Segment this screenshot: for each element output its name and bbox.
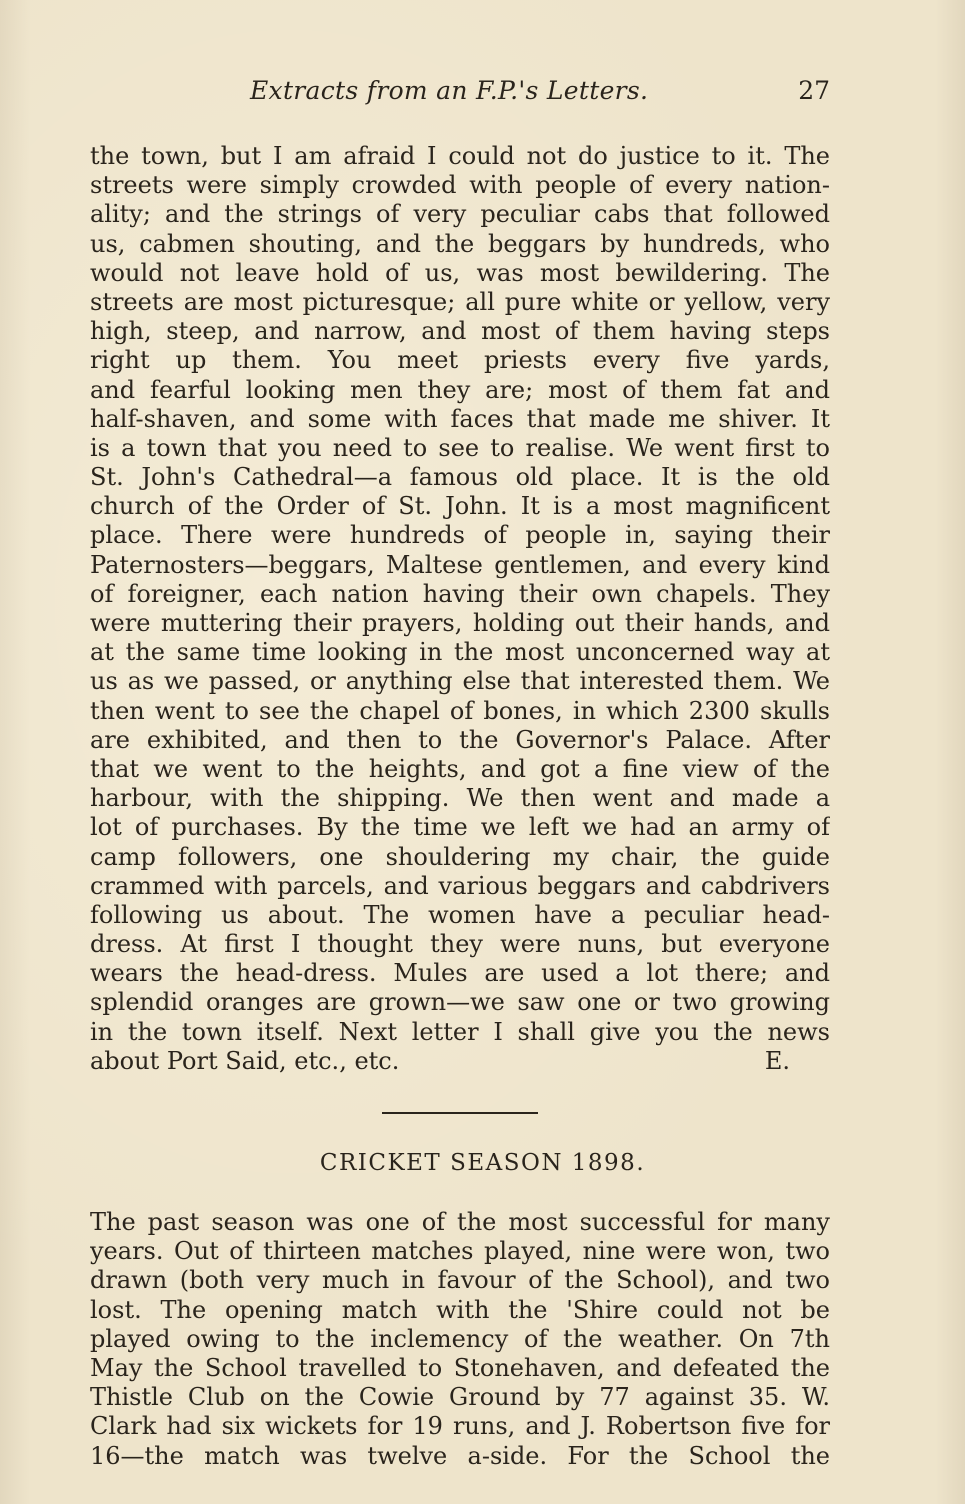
text-line: half-shaven, and some with faces that made me shiver. It bbox=[90, 404, 830, 433]
text-line: then went to see the chapel of bones, in which 2300 skulls bbox=[90, 696, 830, 725]
text-line: us as we passed, or anything else that interested them. We bbox=[90, 667, 830, 696]
text-line: harbour, with the shipping. We then went and made a bbox=[90, 784, 830, 813]
letter-signoff bbox=[90, 1047, 830, 1076]
text-line: us, cabmen shouting, and the beggars by hundreds, who bbox=[90, 229, 830, 258]
text-line: lost. The opening match with the 'Shire could not be bbox=[90, 1295, 830, 1324]
text-line: played owing to the inclemency of the weather. On 7th bbox=[90, 1324, 830, 1353]
cricket-text bbox=[90, 1208, 830, 1471]
running-head bbox=[90, 76, 830, 110]
text-line: high, steep, and narrow, and most of them having steps bbox=[90, 317, 830, 346]
text-line: right up them. You meet priests every five yards, bbox=[90, 346, 830, 375]
text-line: dress. At first I thought they were nuns, but everyone bbox=[90, 930, 830, 959]
letter-text bbox=[90, 142, 830, 1076]
text-line: in the town itself. Next letter I shall give you the news bbox=[90, 1017, 830, 1046]
text-line: camp followers, one shouldering my chair, the guide bbox=[90, 842, 830, 871]
closing-line: about Port Said, etc., etc. bbox=[90, 1046, 400, 1075]
section-divider bbox=[382, 1112, 538, 1114]
text-line: drawn (both very much in favour of the School), and two bbox=[90, 1266, 830, 1295]
text-line: church of the Order of St. John. It is a most magnificent bbox=[90, 492, 830, 521]
text-line: streets are most picturesque; all pure white or yellow, very bbox=[90, 287, 830, 316]
text-line: crammed with parcels, and various beggars and cabdrivers bbox=[90, 871, 830, 900]
text-line: The past season was one of the most successful for many bbox=[90, 1208, 830, 1236]
running-title: Extracts from an F.P.'s Letters. bbox=[250, 76, 649, 105]
text-line: Paternosters—beggars, Maltese gentlemen, and every kind bbox=[90, 550, 830, 579]
text-line: streets were simply crowded with people of every nation- bbox=[90, 171, 830, 200]
text-line: at the same time looking in the most unconcerned way at bbox=[90, 638, 830, 667]
text-line: Clark had six wickets for 19 runs, and J. Robertson five for bbox=[90, 1412, 830, 1441]
section-title: CRICKET SEASON 1898. bbox=[319, 1150, 646, 1176]
text-line: wears the head-dress. Mules are used a lot there; and bbox=[90, 959, 830, 988]
text-line: Thistle Club on the Cowie Ground by 77 against 35. W. bbox=[90, 1383, 830, 1412]
text-line: May the School travelled to Stonehaven, and defeated the bbox=[90, 1353, 830, 1382]
page-number: 27 bbox=[798, 76, 830, 105]
text-line: and fearful looking men they are; most of them fat and bbox=[90, 375, 830, 404]
text-line: place. There were hundreds of people in, saying their bbox=[90, 521, 830, 550]
text-line: is a town that you need to see to realise. We went first to bbox=[90, 433, 830, 462]
text-line: that we went to the heights, and got a fine view of the bbox=[90, 754, 830, 783]
text-line: following us about. The women have a peculiar head- bbox=[90, 900, 830, 929]
text-line: splendid oranges are grown—we saw one or two growing bbox=[90, 988, 830, 1017]
text-line: years. Out of thirteen matches played, nine were won, two bbox=[90, 1237, 830, 1266]
text-line: the town, but I am afraid I could not do justice to it. The bbox=[90, 142, 830, 170]
text-line: would not leave hold of us, was most bewildering. The bbox=[90, 258, 830, 287]
text-line: are exhibited, and then to the Governor's Palace. After bbox=[90, 725, 830, 754]
text-line: lot of purchases. By the time we left we had an army of bbox=[90, 813, 830, 842]
text-line: St. John's Cathedral—a famous old place. It is the old bbox=[90, 463, 830, 492]
signature: E. bbox=[764, 1046, 790, 1075]
text-line: ality; and the strings of very peculiar cabs that followed bbox=[90, 200, 830, 229]
text-line: of foreigner, each nation having their own chapels. They bbox=[90, 579, 830, 608]
text-line: 16—the match was twelve a-side. For the School the bbox=[90, 1441, 830, 1470]
text-line: were muttering their prayers, holding out their hands, and bbox=[90, 609, 830, 637]
